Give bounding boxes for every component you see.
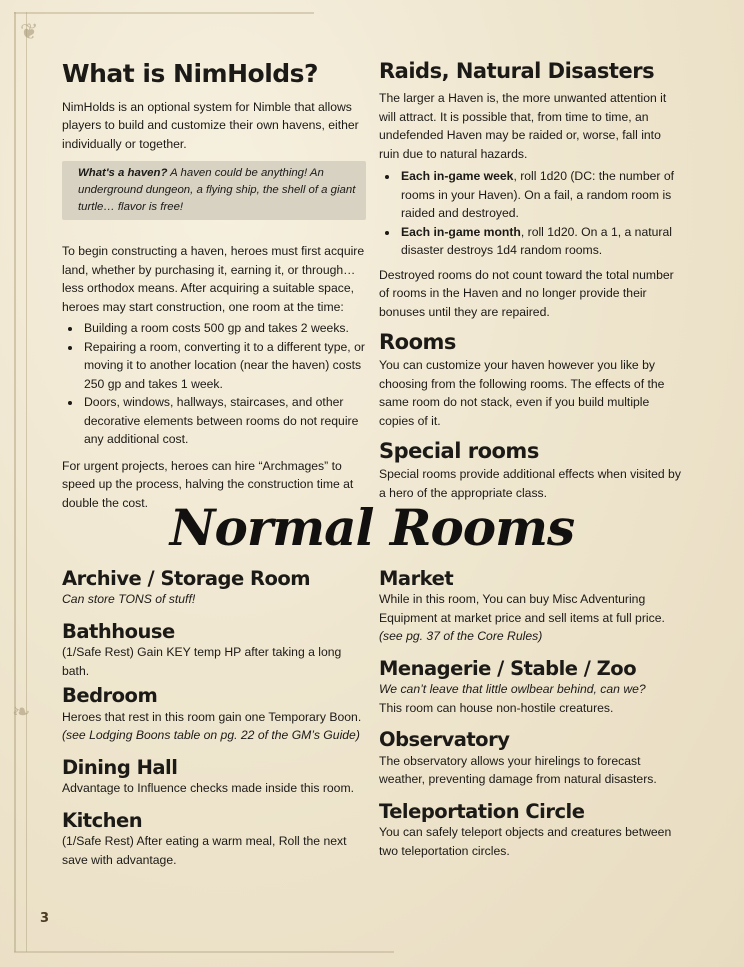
raids-paragraph-2: Destroyed rooms do not count toward the total number of rooms in the Haven and no longer provide their bonuses until they are repaired. <box>379 267 674 319</box>
room-desc: (1/Safe Rest) Gain KEY temp HP after taking a long bath. <box>62 645 342 678</box>
callout-text: A haven could be anything! An underground dungeon, a flying ship, the shell of a giant turtle… flavor is free! <box>78 167 356 213</box>
intro-paragraph-2: To begin constructing a haven, heroes must first acquire land, whether by purchasing it, earning it, or through… less orthodox means. After acquiring a suitable space, heroes may start construction, one room at the time: <box>62 244 365 314</box>
room-desc: While in this room, You can buy Misc Adventuring Equipment at market price and sell items at full price. <box>379 592 665 625</box>
page-border-top <box>14 12 314 20</box>
room-note: (see Lodging Boons table on pg. 22 of the GM’s Guide) <box>62 728 360 743</box>
room-name: Bathhouse <box>62 619 175 643</box>
room-desc: The observatory allows your hirelings to forecast weather, preventing damage from natural disasters. <box>379 753 657 787</box>
room-desc: Can store TONS of stuff! <box>62 592 196 607</box>
room-desc: This room can house non-hostile creatures. <box>379 700 614 715</box>
intro-title: What is NimHolds? <box>62 59 319 88</box>
bullet-text: , roll 1d20. On a 1, a natural disaster destroys 1d4 random rooms. <box>401 224 672 258</box>
list-item <box>379 801 684 860</box>
room-desc: Advantage to Influence checks made inside this room. <box>62 781 354 796</box>
corner-flourish-icon: ❦ <box>20 20 39 45</box>
raids-list <box>379 167 684 260</box>
list-item: • Doors, windows, hallways, staircases, and other decorative elements between rooms do not require any additional cost. <box>82 393 366 449</box>
room-name: Teleportation Circle <box>379 799 585 823</box>
room-name: Observatory <box>379 728 510 752</box>
special-rooms-title: Special rooms <box>379 439 539 464</box>
intro-section <box>62 60 366 512</box>
list-item: • Building a room costs 500 gp and takes 2 weeks. <box>82 319 366 338</box>
page-border-bottom <box>14 945 394 953</box>
left-rooms-list <box>62 568 366 869</box>
intro-paragraph-1: NimHolds is an optional system for Nimble that allows players to build and customize their own havens, either individually or together. <box>62 99 359 151</box>
bullet-bold: Each in-game month <box>401 224 521 239</box>
right-rooms-list <box>379 568 684 860</box>
side-flourish-icon: ❧ <box>12 700 31 725</box>
list-item <box>62 568 366 609</box>
page-border-left <box>14 12 27 952</box>
room-note: We can’t leave that little owlbear behind, can we? <box>379 682 646 697</box>
list-item <box>399 167 684 223</box>
raids-section <box>379 60 684 502</box>
page-number: 3 <box>40 911 50 926</box>
room-name: Bedroom <box>62 684 158 708</box>
list-item <box>379 729 684 788</box>
construction-list <box>62 319 366 449</box>
list-item <box>62 621 366 680</box>
room-note: (see pg. 37 of the Core Rules) <box>379 629 543 644</box>
haven-callout <box>62 161 366 220</box>
special-rooms-paragraph: Special rooms provide additional effects when visited by a hero of the appropriate class. <box>379 467 681 500</box>
rooms-title: Rooms <box>379 330 456 355</box>
room-desc: Heroes that rest in this room gain one Temporary Boon. <box>62 709 362 724</box>
bullet-text: , roll 1d20 (DC: the number of rooms in your Haven). On a fail, a random room is raided and destroyed. <box>401 169 674 221</box>
list-item <box>379 568 684 646</box>
list-item <box>62 757 366 798</box>
room-name: Menagerie / Stable / Zoo <box>379 656 637 680</box>
room-name: Kitchen <box>62 808 143 832</box>
room-name: Market <box>379 567 454 590</box>
list-item <box>399 223 684 260</box>
list-item <box>62 685 366 744</box>
bullet-bold: Each in-game week <box>401 169 514 184</box>
list-item <box>379 658 684 717</box>
list-item: • Repairing a room, converting it to a different type, or moving it to another location (near the haven) costs 250 gp and takes 1 week. <box>82 338 366 394</box>
room-name: Dining Hall <box>62 755 178 779</box>
normal-rooms-title: Normal Rooms <box>169 498 575 557</box>
raids-title: Raids, Natural Disasters <box>379 59 655 83</box>
room-name: Archive / Storage Room <box>62 567 311 590</box>
raids-paragraph-1: The larger a Haven is, the more unwanted attention it will attract. It is possible that, from time to time, an undefended Haven may be raided or, worse, fall into ruin due to natural hazards. <box>379 91 667 161</box>
room-desc: (1/Safe Rest) After eating a warm meal, Roll the next save with advantage. <box>62 834 347 867</box>
rooms-paragraph: You can customize your haven however you like by choosing from the following rooms. The effects of the same room do not stack, even if you build multiple copies of it. <box>379 358 665 428</box>
callout-bold: What's a haven? <box>78 167 168 179</box>
room-desc: You can safely teleport objects and creatures between two teleportation circles. <box>379 825 672 858</box>
intro-paragraph-3: For urgent projects, heroes can hire “Archmages” to speed up the process, halving the construction time at double the cost. <box>62 458 354 510</box>
list-item <box>62 810 366 869</box>
